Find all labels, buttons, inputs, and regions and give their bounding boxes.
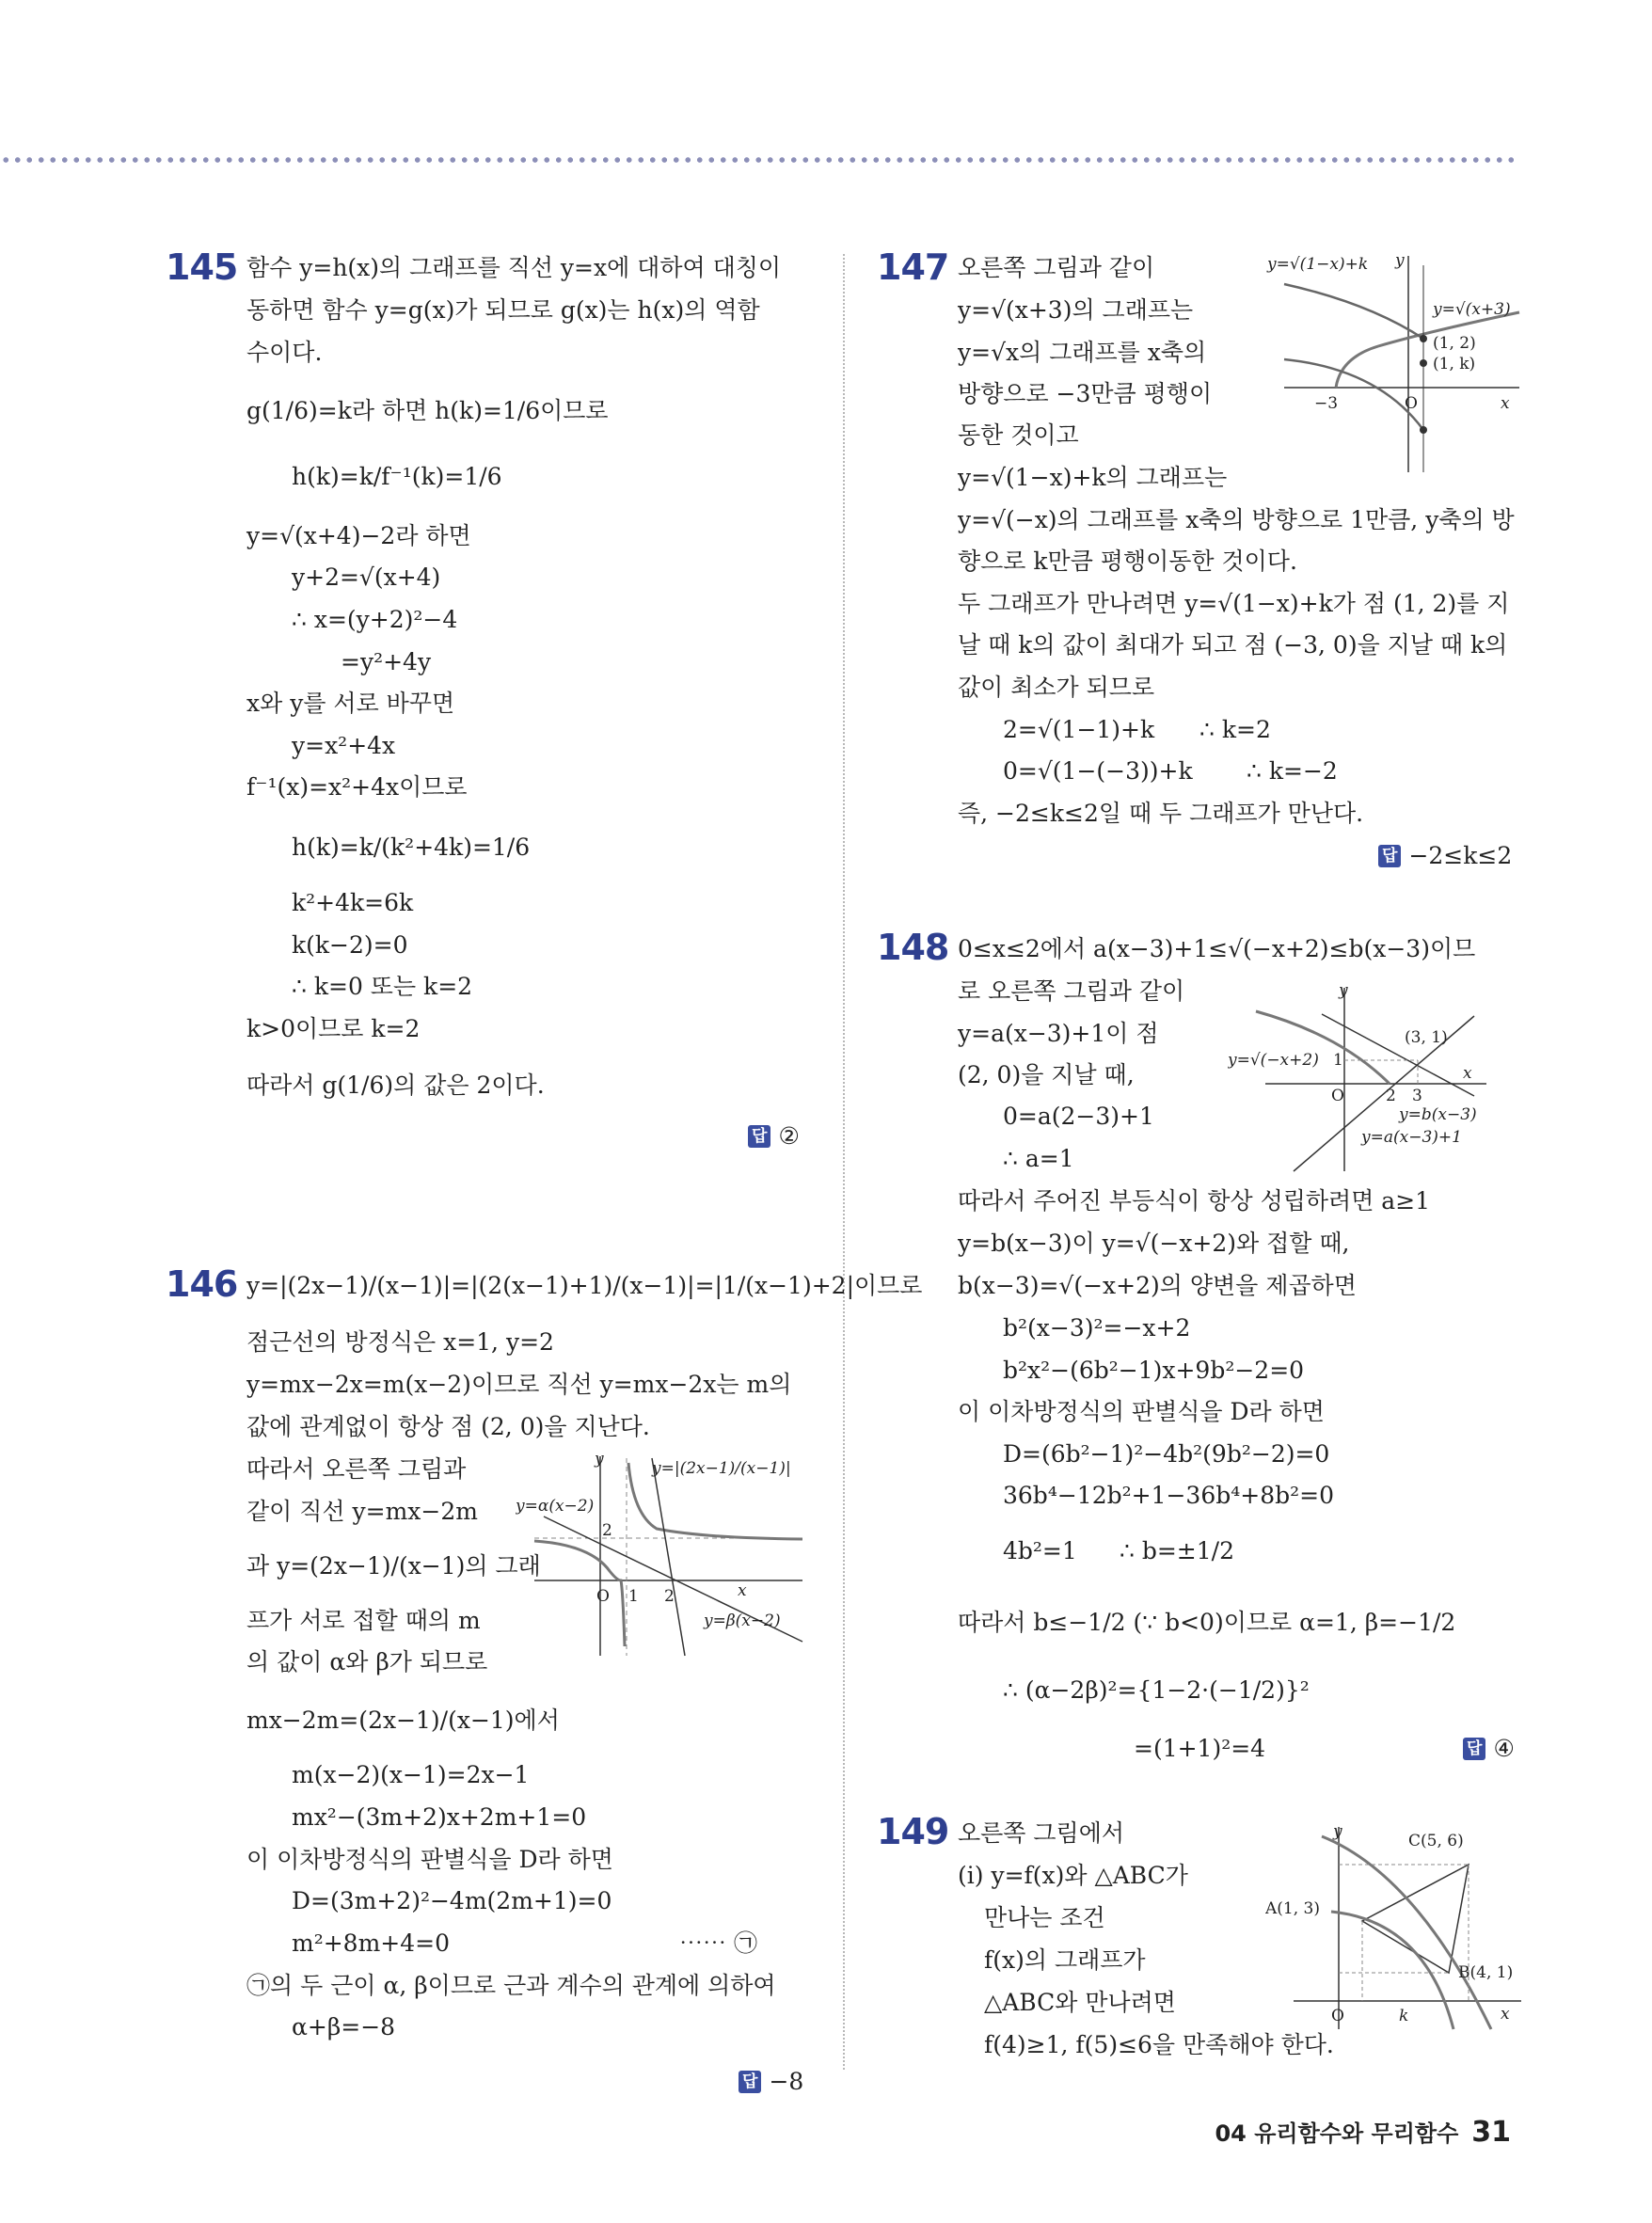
fig-label: y=β(x−2) <box>704 1612 781 1630</box>
text-line: α+β=−8 <box>292 2013 396 2040</box>
text-line: y=|(2x−1)/(x−1)|=|(2(x−1)+1)/(x−1)|=|1/(x−1)+2|이므로 <box>246 1272 923 1299</box>
text-line: y=√(−x)의 그래프를 x축의 방향으로 1만큼, y축의 방 <box>958 506 1515 533</box>
text-line: b²x²−(6b²−1)x+9b²−2=0 <box>1003 1357 1305 1384</box>
text-line: ㉠의 두 근이 α, β이므로 근과 계수의 관계에 의하여 <box>246 1972 776 1999</box>
text-line: 따라서 g(1/6)의 값은 2이다. <box>246 1072 545 1099</box>
fig-label: y=a(x−3)+1 <box>1361 1128 1462 1147</box>
curve-sqrt <box>1256 1011 1390 1084</box>
text-line: k²+4k=6k <box>292 889 414 916</box>
text-line: k>0이므로 k=2 <box>246 1015 421 1042</box>
text-line: 4b²=1 <box>1003 1537 1077 1564</box>
line-beta <box>652 1458 685 1656</box>
figure-149 <box>1265 1818 1529 2034</box>
text-line: 오른쪽 그림과 같이 <box>958 254 1155 281</box>
figure-148 <box>1228 978 1491 1176</box>
text-line: 따라서 주어진 부등식이 항상 성립하려면 a≥1 <box>958 1187 1431 1215</box>
text-line: D=(3m+2)²−4m(2m+1)=0 <box>292 1887 612 1914</box>
text-line: 동한 것이고 <box>958 421 1079 449</box>
text-line: b²(x−3)²=−x+2 <box>1003 1314 1191 1342</box>
top-dotted-rule <box>0 156 1519 164</box>
fig-label: −3 <box>1314 394 1339 413</box>
fig-label: y=√(x+3) <box>1433 300 1511 319</box>
text-line: ∴ k=−2 <box>1247 757 1338 785</box>
page-number: 31 <box>1471 2116 1511 2149</box>
text-line: =y²+4y <box>341 648 432 675</box>
fig-label: A(1, 3) <box>1265 1899 1320 1918</box>
fig-label: 2 <box>602 1521 612 1540</box>
text-line: b(x−3)=√(−x+2)의 양변을 제곱하면 <box>958 1272 1357 1299</box>
text-line: y=mx−2x=m(x−2)이므로 직선 y=mx−2x는 m의 <box>246 1371 792 1398</box>
text-line: 0=√(1−(−3))+k <box>1003 757 1193 785</box>
text-line: y=a(x−3)+1이 점 <box>958 1020 1159 1047</box>
figure-146 <box>516 1449 817 1660</box>
text-line: 두 그래프가 만나려면 y=√(1−x)+k가 점 (1, 2)를 지 <box>958 590 1510 617</box>
fig-label: y=α(x−2) <box>516 1497 595 1516</box>
problem-number-145: 145 <box>166 246 238 288</box>
fig-label: O <box>596 1587 610 1606</box>
text-line: 36b⁴−12b²+1−36b⁴+8b²=0 <box>1003 1482 1334 1509</box>
text-line: y=x²+4x <box>292 732 396 759</box>
answer-badge: 답 <box>1378 845 1401 867</box>
fig-label: (1, 2) <box>1433 334 1476 353</box>
text-line: y=b(x−3)이 y=√(−x+2)와 접할 때, <box>958 1230 1350 1257</box>
text-line: g(1/6)=k라 하면 h(k)=1/6이므로 <box>246 397 609 424</box>
answer-value: −8 <box>769 2068 804 2095</box>
fig-label: y <box>1395 251 1405 270</box>
figure-147 <box>1265 246 1529 477</box>
text-line: h(k)=k/f⁻¹(k)=1/6 <box>292 463 502 490</box>
text-line: 점근선의 방정식은 x=1, y=2 <box>246 1328 554 1356</box>
fig-label: x <box>1501 394 1510 413</box>
fig-label: y=|(2x−1)/(x−1)| <box>652 1459 791 1478</box>
problem-number-149: 149 <box>877 1811 949 1852</box>
text-line: 이 이차방정식의 판별식을 D라 하면 <box>246 1846 613 1873</box>
text-line: m²+8m+4=0 <box>292 1929 450 1957</box>
text-line: 프가 서로 접할 때의 m <box>246 1607 481 1634</box>
answer-value: ② <box>778 1122 800 1150</box>
answer-badge: 답 <box>739 2071 761 2093</box>
fig-label: y=√(1−x)+k <box>1267 255 1369 274</box>
fig-label: (1, k) <box>1433 355 1476 373</box>
text-line: 만나는 조건 <box>984 1904 1105 1931</box>
fig-label: x <box>738 1581 747 1600</box>
text-line: 같이 직선 y=mx−2m <box>246 1498 478 1525</box>
answer-148 <box>1463 1735 1515 1762</box>
fig-label: x <box>1501 2005 1510 2024</box>
answer-badge: 답 <box>1463 1738 1485 1760</box>
curve-k-min <box>1284 359 1423 430</box>
text-line: 2=√(1−1)+k <box>1003 716 1155 743</box>
answer-value: −2≤k≤2 <box>1408 842 1513 869</box>
fig-label: O <box>1405 394 1418 413</box>
text-line: k(k−2)=0 <box>292 931 408 959</box>
text-line: m(x−2)(x−1)=2x−1 <box>292 1761 530 1788</box>
text-line: ∴ (α−2β)²={1−2·(−1/2)}² <box>1003 1676 1310 1704</box>
fig-label: 3 <box>1412 1087 1422 1105</box>
text-line: mx−2m=(2x−1)/(x−1)에서 <box>246 1707 560 1734</box>
text-line: mx²−(3m+2)x+2m+1=0 <box>292 1803 587 1831</box>
text-line: 함수 y=h(x)의 그래프를 직선 y=x에 대하여 대칭이 <box>246 254 782 281</box>
fig-label: 2 <box>1386 1087 1396 1105</box>
point-1-k <box>1420 359 1427 367</box>
text-line: y=√(x+4)−2라 하면 <box>246 522 471 549</box>
point-1-2 <box>1420 335 1427 342</box>
text-line: 값에 관계없이 항상 점 (2, 0)을 지난다. <box>246 1413 650 1440</box>
curve-k-2 <box>1284 284 1423 339</box>
text-line: 수이다. <box>246 339 323 366</box>
answer-value: ④ <box>1493 1735 1515 1762</box>
answer-badge: 답 <box>748 1125 770 1148</box>
problem-number-146: 146 <box>166 1263 238 1305</box>
text-line: y=√x의 그래프를 x축의 <box>958 339 1207 366</box>
text-line: y=√(1−x)+k의 그래프는 <box>958 464 1228 491</box>
text-line: (2, 0)을 지날 때, <box>958 1061 1135 1088</box>
text-line: 과 y=(2x−1)/(x−1)의 그래 <box>246 1552 541 1580</box>
text-line: f(x)의 그래프가 <box>984 1946 1146 1974</box>
text-line: =(1+1)²=4 <box>1134 1735 1266 1762</box>
footer-chapter: 04 유리함수와 무리함수 <box>1215 2120 1459 2147</box>
text-line: ∴ a=1 <box>1003 1145 1074 1172</box>
point-1-k-low <box>1420 426 1427 434</box>
text-line: D=(6b²−1)²−4b²(9b²−2)=0 <box>1003 1440 1330 1468</box>
column-divider <box>843 254 845 2070</box>
text-line: 동하면 함수 y=g(x)가 되므로 g(x)는 h(x)의 역함 <box>246 296 760 324</box>
text-line: ∴ x=(y+2)²−4 <box>292 606 458 633</box>
text-line: 0≤x≤2에서 a(x−3)+1≤√(−x+2)≤b(x−3)이므 <box>958 935 1476 962</box>
problem-number-148: 148 <box>877 927 949 968</box>
text-line: x와 y를 서로 바꾸면 <box>246 690 455 717</box>
text-line: 의 값이 α와 β가 되므로 <box>246 1648 488 1675</box>
text-line: ⋯⋯ ㉠ <box>679 1929 757 1957</box>
fig-label: y=b(x−3) <box>1399 1105 1477 1124</box>
fig-label: B(4, 1) <box>1458 1963 1514 1982</box>
fig-label: y <box>595 1450 604 1469</box>
fig-label: 2 <box>664 1587 675 1606</box>
fig-label: k <box>1399 2007 1409 2025</box>
fig-label: y=√(−x+2) <box>1228 1051 1319 1070</box>
text-line: 이 이차방정식의 판별식을 D라 하면 <box>958 1398 1325 1425</box>
text-line: 로 오른쪽 그림과 같이 <box>958 977 1185 1005</box>
text-line: ∴ k=0 또는 k=2 <box>292 973 473 1000</box>
answer-146 <box>739 2068 803 2095</box>
text-line: 따라서 b≤−1/2 (∵ b<0)이므로 α=1, β=−1/2 <box>958 1609 1456 1636</box>
fig-label: (3, 1) <box>1405 1028 1448 1047</box>
fig-label: 1 <box>1333 1051 1343 1070</box>
text-line: 값이 최소가 되므로 <box>958 674 1155 701</box>
fig-label: O <box>1331 2007 1344 2025</box>
text-line: (i) y=f(x)와 △ABC가 <box>958 1862 1188 1889</box>
text-line: △ABC와 만나려면 <box>984 1989 1176 2016</box>
text-line: ∴ b=±1/2 <box>1120 1537 1234 1564</box>
fig-label: y <box>1333 1822 1342 1841</box>
text-line: 따라서 오른쪽 그림과 <box>246 1455 467 1483</box>
page-footer <box>1215 2115 1511 2149</box>
curve-sqrt-x-plus-3 <box>1336 312 1519 388</box>
text-line: 오른쪽 그림에서 <box>958 1819 1124 1847</box>
text-line: y=√(x+3)의 그래프는 <box>958 296 1194 324</box>
text-line: f(4)≥1, f(5)≤6을 만족해야 한다. <box>984 2031 1334 2058</box>
text-line: 향으로 k만큼 평행이동한 것이다. <box>958 548 1297 575</box>
fig-label: y <box>1339 981 1348 1000</box>
text-line: ∴ k=2 <box>1199 716 1271 743</box>
text-line: f⁻¹(x)=x²+4x이므로 <box>246 773 468 801</box>
fig-label: x <box>1463 1064 1472 1083</box>
text-line: 방향으로 −3만큼 평행이 <box>958 380 1213 407</box>
problem-number-147: 147 <box>877 246 949 288</box>
fig-label: C(5, 6) <box>1408 1832 1464 1850</box>
text-line: 즉, −2≤k≤2일 때 두 그래프가 만난다. <box>958 800 1364 827</box>
text-line: 0=a(2−3)+1 <box>1003 1103 1154 1130</box>
curve-f-low <box>1331 1912 1453 2029</box>
text-line: h(k)=k/(k²+4k)=1/6 <box>292 834 531 861</box>
curve-left <box>534 1541 625 1646</box>
answer-145 <box>748 1122 800 1150</box>
answer-147 <box>1378 842 1512 869</box>
triangle-abc <box>1362 1865 1469 1973</box>
fig-label: O <box>1331 1087 1344 1105</box>
text-line: 날 때 k의 값이 최대가 되고 점 (−3, 0)을 지날 때 k의 <box>958 631 1508 659</box>
text-line: y+2=√(x+4) <box>292 564 441 591</box>
fig-label: 1 <box>628 1587 639 1606</box>
